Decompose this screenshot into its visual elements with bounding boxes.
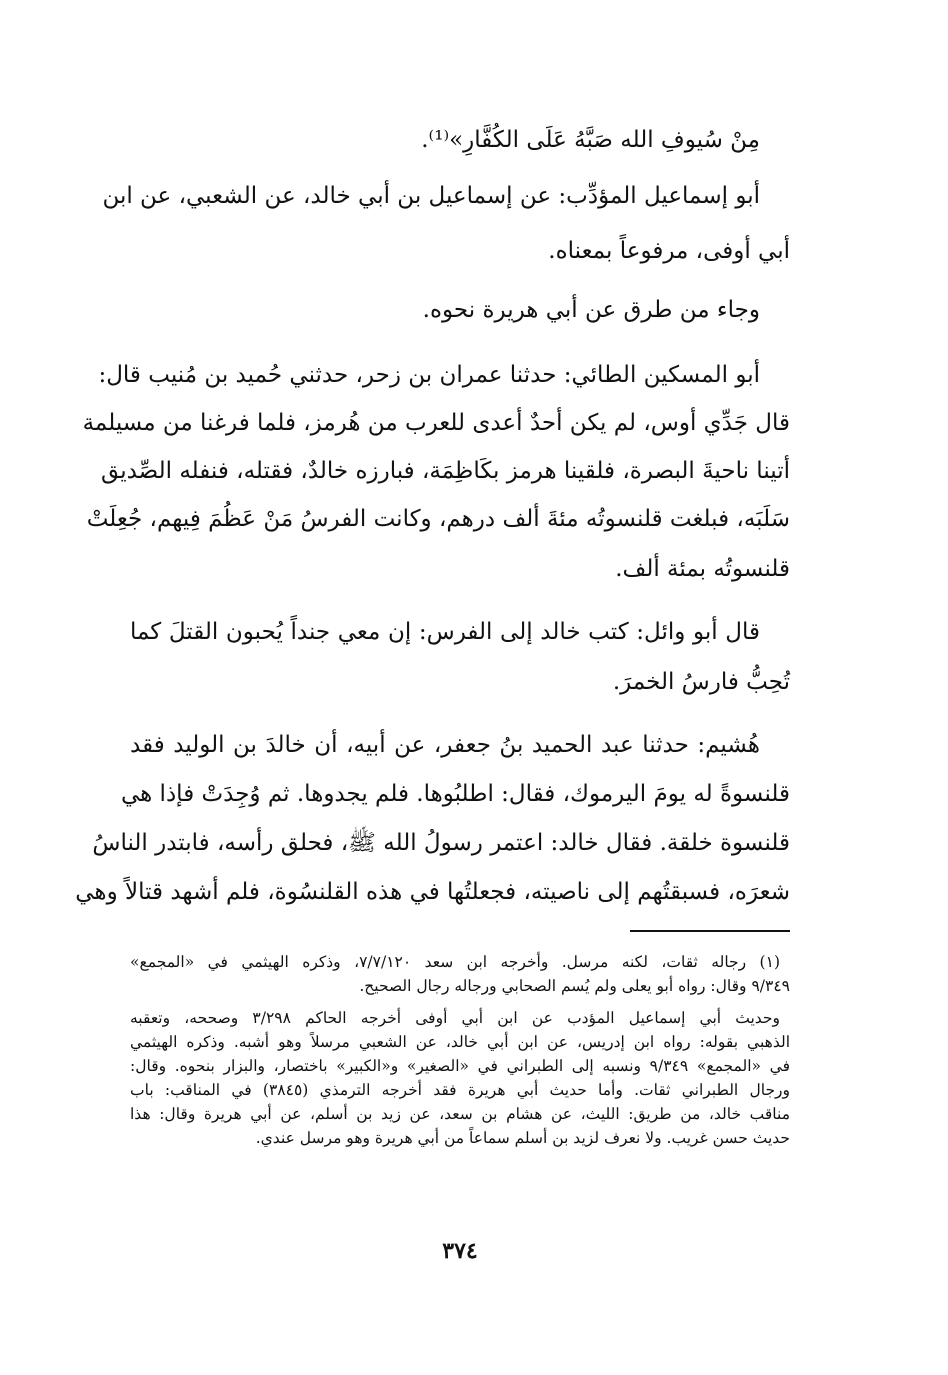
text-line: قال جَدِّي أوس، لم يكن أحدٌ أعدى للعرب من هُرمز، فلما فرغنا من مسيلمة: [82, 410, 790, 436]
footnote-line: الذهبي بقوله: رواه ابن إدريس، عن ابن أبي خالد، عن الشعبي مرسلاً وهو أشبه. وذكره الهيثمي: [130, 1033, 790, 1051]
footnote-line: (١) رجاله ثقات، لكنه مرسل. وأخرجه ابن سعد ٧/٧/١٢٠، وذكره الهيثمي في «المجمع»: [130, 953, 780, 971]
footnote-line: وحديث أبي إسماعيل المؤدب عن ابن أبي أوفى أخرجه الحاكم ٣/٢٩٨ وصححه، وتعقبه: [130, 1009, 780, 1027]
text-line: سَلَبَه، فبلغت قلنسوتُه مئةَ ألف درهم، وكانت الفرسُ مَنْ عَظُمَ فِيهم، جُعِلَتْ: [86, 506, 790, 532]
text-line: هُشيم: حدثنا عبد الحميد بنُ جعفر، عن أبيه، أن خالدَ بن الوليد فقد: [130, 732, 760, 758]
footnote-line: ورجال الطبراني ثقات. وأما حديث أبي هريرة فقد أخرجه الترمذي (٣٨٤٥) في المناقب: باب: [130, 1081, 791, 1099]
page-number: ٣٧٤: [442, 1238, 478, 1264]
footnote-line: مناقب خالد، من طريق: الليث، عن هشام بن سعد، عن زيد بن أسلم، عن أبي هريرة وقال: هذا: [130, 1105, 790, 1123]
text-line: تُحِبُّ فارسُ الخمرَ.: [612, 669, 790, 695]
text-line: قال أبو وائل: كتب خالد إلى الفرس: إن معي جنداً يُحبون القتلَ كما: [130, 619, 760, 645]
footnote-line: ٩/٣٤٩ وقال: رواه أبو يعلى ولم يُسم الصحابي ورجاله رجال الصحيح.: [359, 977, 790, 995]
text-line: وجاء من طرق عن أبي هريرة نحوه.: [422, 297, 760, 323]
text-line: قلنسوةً له يومَ اليرموك، فقال: اطلبُوها. فلم يجدوها. ثم وُجِدَتْ فإذا هي: [120, 781, 790, 807]
book-page: [75, 100, 791, 1280]
text-line: أبي أوفى، مرفوعاً بمعناه.: [548, 238, 790, 264]
footnote-divider: [630, 930, 790, 932]
footnote-line: حديث حسن غريب. ولا نعرف لزيد بن أسلم سماعاً من أبي هريرة وهو مرسل عندي.: [255, 1129, 790, 1147]
text-line: قلنسوة خلقة. فقال خالد: اعتمر رسولُ الله ﷺ، فحلق رأسه، فابتدر الناسُ: [92, 830, 790, 856]
text-line: مِنْ سُيوفِ الله صَبَّهُ عَلَى الكُفَّارِ»⁽¹⁾.: [421, 127, 760, 153]
footnote-line: في «المجمع» ٩/٣٤٩ ونسبه إلى الطبراني في «الصغير» و«الكبير» باختصار، والبزار بنحوه. وقال:: [130, 1057, 790, 1075]
text-line: قلنسوتُه بمئة ألف.: [615, 556, 790, 582]
text-line: أبو إسماعيل المؤدِّب: عن إسماعيل بن أبي خالد، عن الشعبي، عن ابن: [102, 183, 760, 209]
text-line: أبو المسكين الطائي: حدثنا عمران بن زحر، حدثني حُميد بن مُنيب قال:: [98, 362, 760, 388]
text-line: شعرَه، فسبقتُهم إلى ناصيته، فجعلتُها في هذه القلنسُوة، فلم أشهد قتالاً وهي: [75, 879, 790, 905]
text-line: أتينا ناحيةَ البصرة، فلقينا هرمز بكَاظِمَة، فبارزه خالدٌ، فقتله، فنفله الصِّديق: [101, 458, 790, 484]
